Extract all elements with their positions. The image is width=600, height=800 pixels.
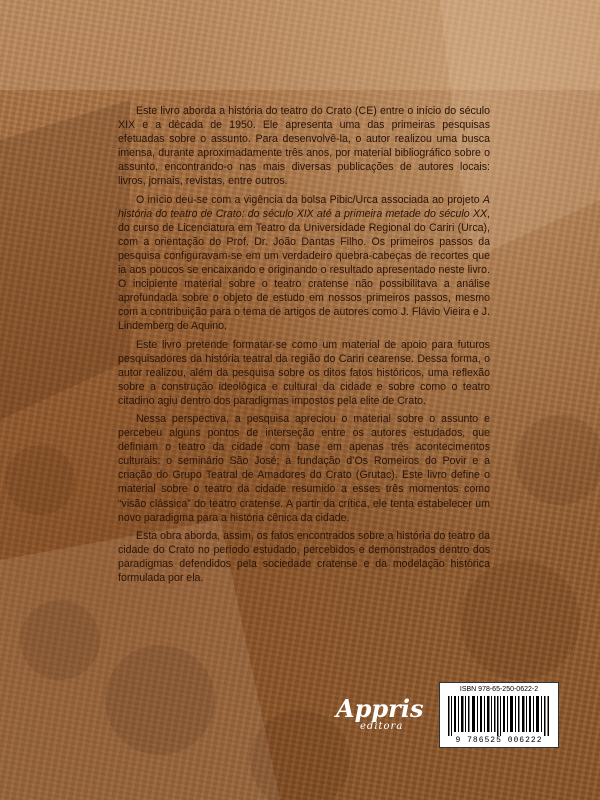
publisher-logo bbox=[336, 694, 426, 734]
paragraph-2-end: , do curso de Licenciatura em Teatro da Universidade Regional do Cariri (Urca), com a orientação do Prof. Dr. João Dantas Filho. Os primeiros passos da pesquisa configuravam-se em um verdadeiro quebra-cabeças de recortes que ia aos poucos se encaixando e originando o resultado apresentado neste livro. O incipiente material sobre o teatro cratense não possibilitava a análise aprofundada sobre o objeto de estudo em nossos primeiros passos, mesmo com a contribuição para o tema de artigos de autores como J. Flávio Vieira e J. Lindemberg de Aquino. bbox=[118, 207, 490, 333]
isbn-barcode bbox=[439, 682, 559, 748]
paragraph-2-start: O início deu-se com a vigência da bolsa Pibic/Urca associada ao projeto bbox=[136, 193, 483, 206]
paragraph-2 bbox=[118, 193, 490, 334]
isbn-label: ISBN 978-65-250-0622-2 bbox=[459, 686, 539, 693]
synopsis-text bbox=[118, 104, 490, 589]
publisher-sub: editora bbox=[360, 721, 404, 732]
paragraph-1: Este livro aborda a história do teatro do Crato (CE) entre o início do século XIX e a década de 1950. Ele apresenta uma das primeiras pesquisas efetuadas sobre o assunto. Para desenvolvê-la, o autor realizou uma busca imensa, durante aproximadamente três anos, por material bibliográfico sobre o assunto, encontrando-o nas mais diversas publicações de autores locais: livros, jornais, revistas, entre outros. bbox=[118, 105, 490, 188]
barcode-icon bbox=[448, 696, 550, 736]
publisher-name: Appris bbox=[336, 694, 424, 723]
paragraph-5: Esta obra aborda, assim, os fatos encontrados sobre a história do teatro da cidade do Crato no período estudado, percebidos e demonstrados dentro dos paradigmas defendidos pela sociedade cratense e da modelação histórica formulada por ela. bbox=[118, 529, 490, 584]
barcode-digits: 9 786525 006222 bbox=[455, 736, 543, 745]
paragraph-3: Este livro pretende formatar-se como um material de apoio para futuros pesquisadores da história teatral da região do Cariri cearense. Dessa forma, o autor realizou, além da pesquisa sobre os ditos fatos históricos, uma reflexão sobre a construção ideológica e cultural da cidade e sobre como o teatro citadino agiu dentro dos paradigmas impostos pela elite de Crato. bbox=[118, 338, 490, 407]
paragraph-4: Nessa perspectiva, a pesquisa apreciou o material sobre o assunto e percebeu alguns pontos de interseção entre os autores estudados, que definiam o teatro da cidade com base em apenas três acontecimentos culturais: o seminário São José; a fundação d’Os Romeiros do Povir e a criação do Grupo Teatral de Amadores do Crato (Grutac). Este livro define o material sobre o teatro da cidade resumido a esses três momentos como “visão clássica” do teatro cratense. A partir da crítica, ele tenta estabelecer um novo paradigma para a história cênica da cidade. bbox=[118, 412, 490, 524]
project-title: A história do teatro de Crato: do século XIX até a primeira metade do século XX bbox=[118, 193, 490, 220]
